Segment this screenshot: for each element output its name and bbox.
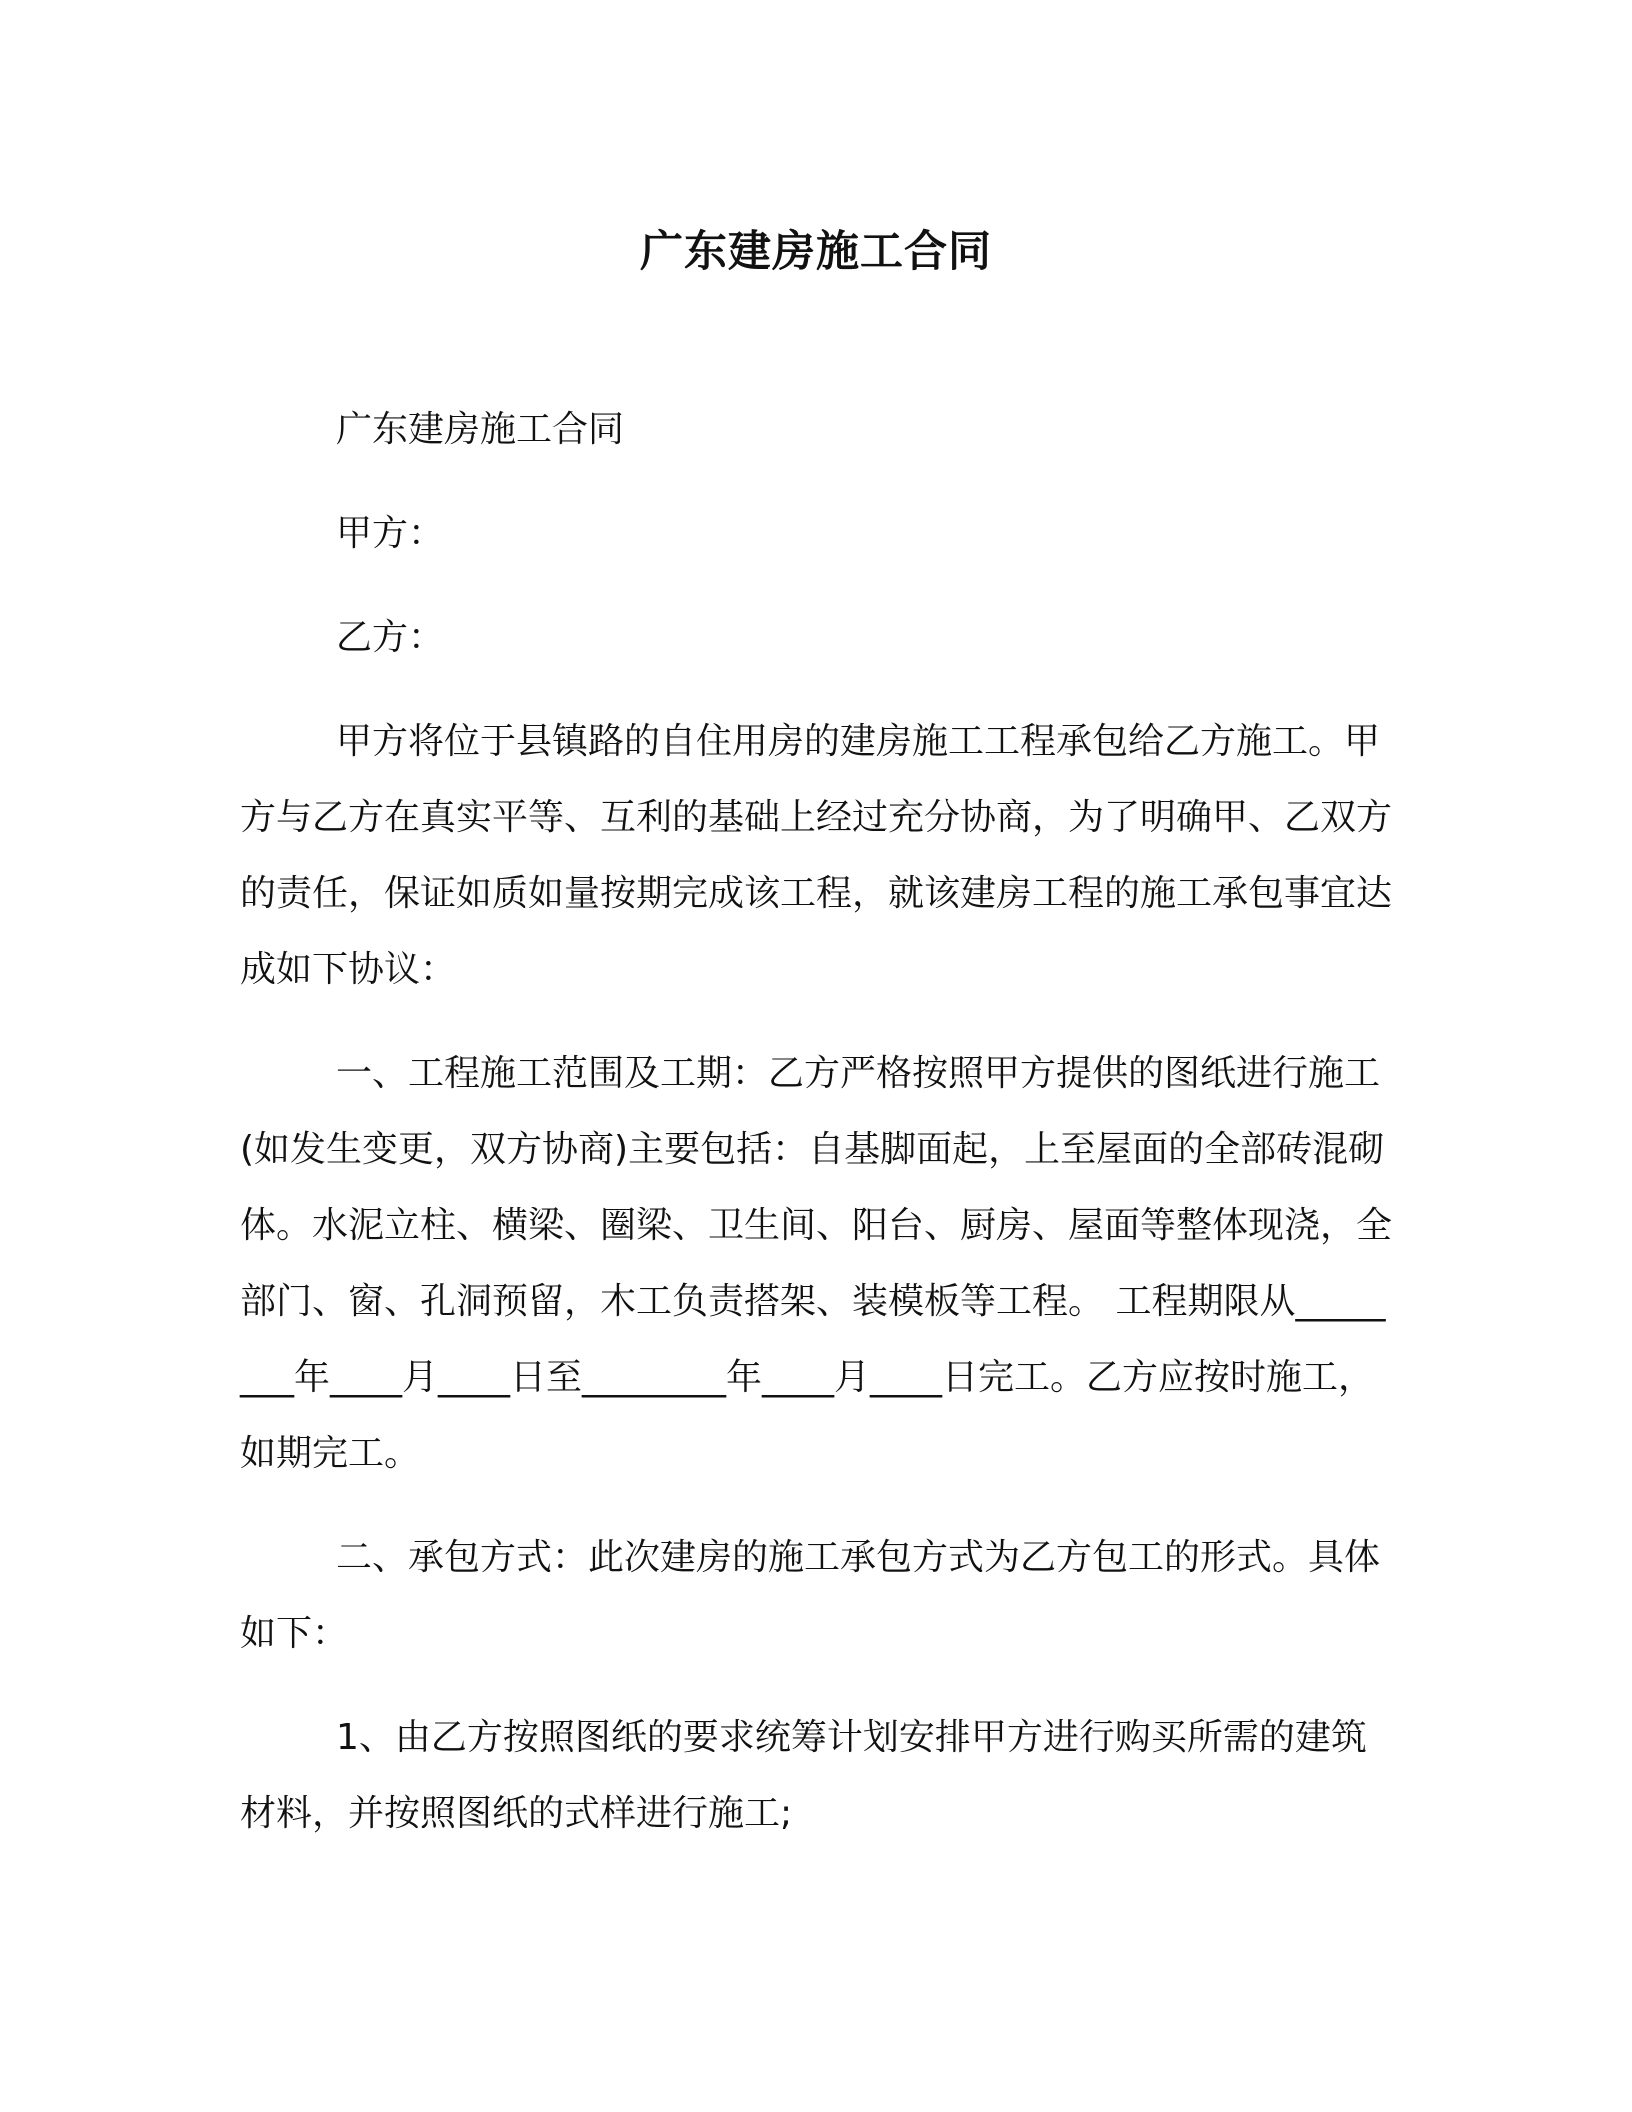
clause-2-item-1-paragraph: 1、由乙方按照图纸的要求统筹计划安排甲方进行购买所需的建筑材料，并按照图纸的式样进行施工;: [240, 1717, 1367, 1834]
subtitle-paragraph: 广东建房施工合同: [336, 409, 625, 450]
party-a-line: 甲方：: [336, 513, 445, 554]
document-body: [240, 392, 1396, 1880]
party-b-line: 乙方：: [336, 617, 445, 658]
intro-paragraph: 甲方将位于县镇路的自住用房的建房施工工程承包给乙方施工。甲方与乙方在真实平等、互利的基础上经过充分协商，为了明确甲、乙双方的责任，保证如质如量按期完成该工程，就该建房工程的施工承包事宜达成如下协议：: [240, 721, 1393, 990]
clause-2-paragraph: 二、承包方式：此次建房的施工承包方式为乙方包工的形式。具体如下：: [240, 1537, 1381, 1654]
document-title: 广东建房施工合同: [640, 227, 992, 277]
clause-1-paragraph: 一、工程施工范围及工期：乙方严格按照甲方提供的图纸进行施工(如发生变更，双方协商)主要包括：自基脚面起，上至屋面的全部砖混砌体。水泥立柱、横梁、圈梁、卫生间、阳台、厨房、屋面等整体现浇，全部门、窗、孔洞预留，木工负责搭架、装模板等工程。 工程期限从________年____月____日至________年____月____日完工。乙方应按时施工，如期完工。: [240, 1053, 1393, 1474]
